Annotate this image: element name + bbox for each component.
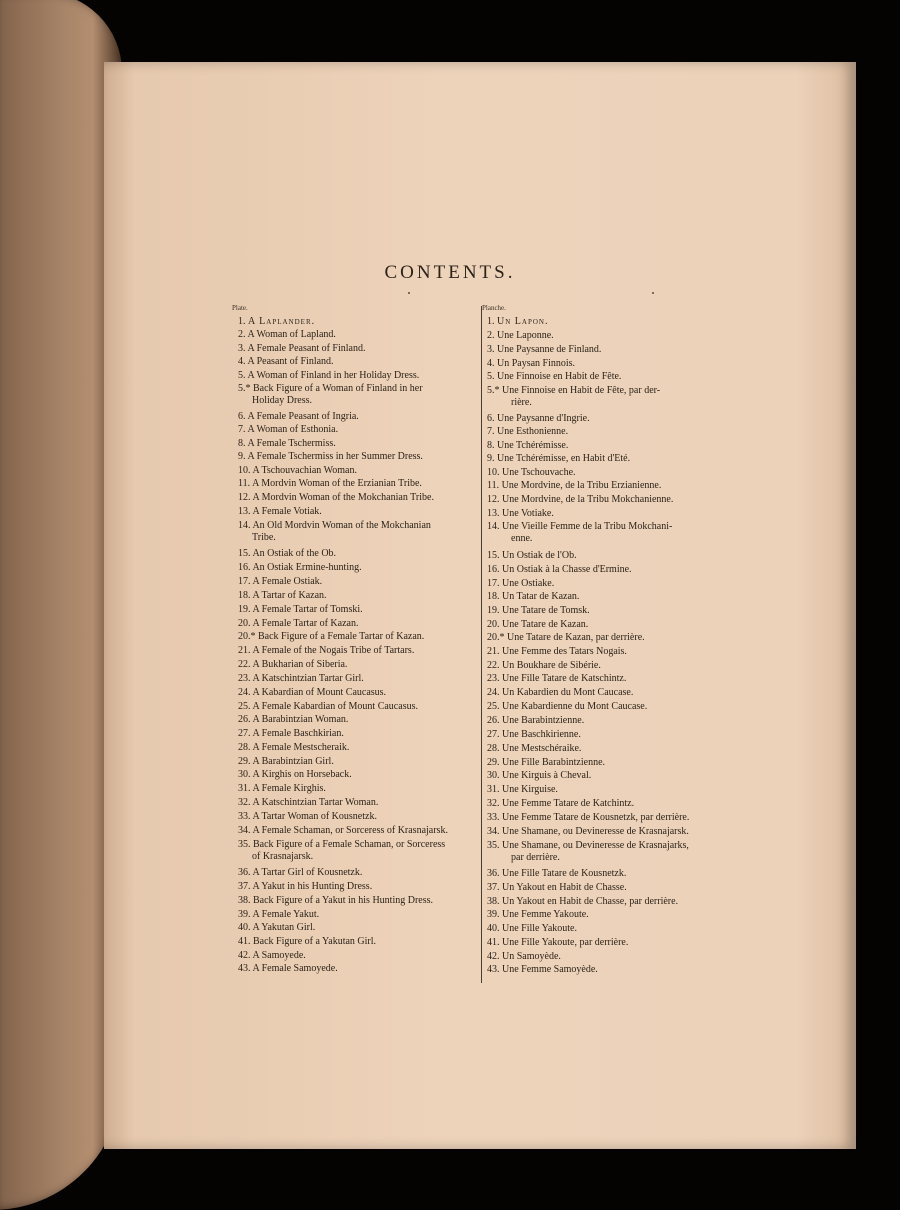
contents-entry	[238, 922, 315, 934]
plate-number: 15.	[238, 548, 251, 559]
plate-number: 21.	[238, 645, 251, 656]
contents-entry	[238, 701, 418, 713]
plate-title: A Mordvin Woman of the Mokchanian Tribe.	[252, 492, 434, 503]
contents-entry	[487, 480, 661, 492]
contents-entry	[487, 578, 554, 590]
plate-title: A Female Tschermiss in her Summer Dress.	[247, 451, 423, 462]
contents-entry	[238, 825, 448, 837]
plate-title: Une Shamane, ou Devineresse de Krasnajarks,	[502, 840, 689, 851]
plate-title: A Tartar of Kazan.	[252, 590, 327, 601]
plate-title: Une Femme Samoyède.	[502, 964, 598, 975]
plate-number: 13.	[238, 506, 251, 517]
contents-entry	[238, 881, 372, 893]
plate-number: 42.	[487, 951, 500, 962]
plate-title: A Female Peasant of Finland.	[247, 343, 366, 354]
plate-number: 18.	[487, 591, 500, 602]
plate-number: 10.	[487, 467, 500, 478]
contents-entry	[238, 548, 336, 560]
plate-number: 6.	[487, 413, 495, 424]
contents-entry	[487, 564, 632, 576]
contents-entry	[238, 411, 359, 423]
plate-title: A Samoyede.	[252, 950, 306, 961]
plate-number: 7.	[487, 426, 495, 437]
plate-title: Une Tchérémisse.	[497, 440, 569, 451]
contents-entry	[238, 895, 433, 907]
plate-number: 23.	[238, 673, 251, 684]
plate-title: Une Tchérémisse, en Habit d'Eté.	[497, 453, 631, 464]
contents-entry	[238, 383, 423, 407]
plate-number: 31.	[238, 783, 251, 794]
plate-number: 2.	[238, 329, 246, 340]
contents-entry	[238, 714, 348, 726]
plate-number: 42.	[238, 950, 251, 961]
plate-title: A Mordvin Woman of the Erzianian Tribe.	[252, 478, 422, 489]
column-divider	[481, 306, 482, 983]
contents-entry	[238, 867, 362, 879]
contents-entry	[487, 508, 554, 520]
plate-number: 32.	[487, 798, 500, 809]
contents-entry	[238, 506, 322, 518]
plate-title: A Female Tschermiss.	[247, 438, 336, 449]
plate-title: Back Figure of a Female Schaman, or Sorceress	[253, 839, 446, 850]
plate-title: Back Figure of a Female Tartar of Kazan.	[258, 631, 425, 642]
plate-number: 11.	[238, 478, 251, 489]
plate-title: A Kirghis on Horseback.	[252, 769, 352, 780]
plate-title: A Female Tartar of Kazan.	[252, 618, 359, 629]
contents-entry	[487, 440, 568, 452]
plate-number: 41.	[238, 936, 251, 947]
plate-number: 35.	[487, 840, 500, 851]
plate-number: 20.	[487, 619, 500, 630]
contents-entry	[238, 645, 414, 657]
plate-title: An Ostiak Ermine-hunting.	[252, 562, 362, 573]
contents-entry	[238, 742, 349, 754]
plate-number: 25.	[487, 701, 500, 712]
plate-title: A Female Baschkirian.	[252, 728, 344, 739]
plate-number: 17.	[238, 576, 251, 587]
plate-number: 36.	[238, 867, 251, 878]
contents-entry	[238, 492, 434, 504]
plate-number: 17.	[487, 578, 500, 589]
contents-entry	[487, 385, 660, 409]
plate-title: Une Kirguise.	[502, 784, 558, 795]
plate-title: Une Esthonienne.	[497, 426, 569, 437]
plate-title: Une Femme Yakoute.	[502, 909, 589, 920]
contents-entry	[238, 963, 338, 975]
contents-entry	[238, 329, 336, 341]
contents-entry	[487, 673, 626, 685]
plate-title: Un Paysan Finnois.	[497, 358, 576, 369]
contents-entry	[238, 797, 378, 809]
contents-entry	[487, 964, 598, 976]
plate-title: Une Mordvine, de la Tribu Mokchanienne.	[502, 494, 674, 505]
contents-entry	[487, 316, 548, 328]
plate-title: Une Fille Tatare de Kousnetzk.	[502, 868, 627, 879]
plate-number: 16.	[487, 564, 500, 575]
plate-title: Une Finnoise en Habit de Fête.	[497, 371, 622, 382]
plate-title: A Katschintzian Tartar Girl.	[252, 673, 364, 684]
plate-title: A Yakutan Girl.	[252, 922, 316, 933]
plate-number: 7.	[238, 424, 246, 435]
plate-number: 24.	[487, 687, 500, 698]
contents-entry	[238, 659, 347, 671]
paper-speck	[408, 292, 410, 294]
contents-entry	[238, 756, 334, 768]
contents-entry	[238, 370, 419, 382]
contents-entry	[238, 576, 322, 588]
contents-entry	[238, 618, 358, 630]
contents-entry	[487, 632, 645, 644]
plate-number: 24.	[238, 687, 251, 698]
contents-entry	[238, 839, 445, 863]
plate-number: 3.	[238, 343, 246, 354]
plate-title: Une Fille Yakoute, par derrière.	[502, 937, 629, 948]
contents-entry	[487, 330, 554, 342]
plate-title: A Female Ostiak.	[252, 576, 323, 587]
plate-title: Une Baschkirienne.	[502, 729, 581, 740]
plate-number: 43.	[487, 964, 500, 975]
contents-entry	[487, 413, 590, 425]
plate-title: A Bukharian of Siberia.	[252, 659, 348, 670]
plate-number: 8.	[238, 438, 246, 449]
plate-title: Un Yakout en Habit de Chasse, par derrière.	[502, 896, 679, 907]
contents-entry	[487, 619, 588, 631]
plate-number: 4.	[487, 358, 495, 369]
plate-number: 40.	[238, 922, 251, 933]
contents-entry	[238, 769, 352, 781]
plate-title: Une Tschouvache.	[502, 467, 576, 478]
plate-number: 40.	[487, 923, 500, 934]
plate-title: Back Figure of a Yakut in his Hunting Dress.	[253, 895, 433, 906]
contents-entry	[487, 467, 576, 479]
plate-number: 22.	[487, 660, 500, 671]
plate-title: Une Paysanne d'Ingrie.	[497, 413, 590, 424]
plate-title: Un Lapon.	[497, 316, 549, 327]
plate-number: 20.	[238, 618, 251, 629]
plate-number: 35.	[238, 839, 251, 850]
contents-entry	[487, 494, 673, 506]
contents-entry	[238, 316, 315, 328]
plate-title: Un Ostiak à la Chasse d'Ermine.	[502, 564, 632, 575]
plate-number: 38.	[487, 896, 500, 907]
paper-speck	[652, 292, 654, 294]
plate-number: 39.	[238, 909, 251, 920]
contents-entry	[238, 631, 424, 643]
plate-title: A Female Samoyede.	[252, 963, 338, 974]
plate-title: A Female Peasant of Ingria.	[247, 411, 359, 422]
contents-entry	[487, 687, 633, 699]
plate-title: A Tschouvachian Woman.	[252, 465, 357, 476]
plate-number: 20.*	[487, 632, 505, 643]
contents-entry	[238, 936, 376, 948]
plate-title: Un Ostiak de l'Ob.	[502, 550, 577, 561]
plate-title: A Barabintzian Woman.	[252, 714, 349, 725]
plate-number: 3.	[487, 344, 495, 355]
contents-entry	[487, 812, 689, 824]
plate-title: Une Mordvine, de la Tribu Erzianienne.	[501, 480, 662, 491]
plate-title: Une Fille Tatare de Katschintz.	[502, 673, 627, 684]
plate-title: Un Samoyède.	[502, 951, 561, 962]
plate-title: Une Ostiake.	[502, 578, 555, 589]
plate-title: Une Paysanne de Finland.	[497, 344, 602, 355]
plate-number: 22.	[238, 659, 251, 670]
contents-page	[104, 62, 856, 1149]
plate-number: 1.	[487, 316, 495, 327]
contents-entry	[238, 343, 366, 355]
plate-number: 5.	[487, 371, 495, 382]
plate-number: 43.	[238, 963, 251, 974]
plate-title: Une Tatare de Kazan, par derrière.	[507, 632, 645, 643]
plate-number: 28.	[238, 742, 251, 753]
plate-title: Une Tatare de Tomsk.	[502, 605, 590, 616]
plate-title: Une Finnoise en Habit de Fête, par der-	[502, 385, 661, 396]
contents-entry	[487, 453, 630, 465]
plate-title: A Tartar Woman of Kousnetzk.	[252, 811, 377, 822]
contents-entry	[238, 783, 326, 795]
plate-title: A Woman of Finland in her Holiday Dress.	[247, 370, 420, 381]
plate-title: Une Shamane, ou Devineresse de Krasnajarsk.	[502, 826, 689, 837]
plate-title: A Female Votiak.	[252, 506, 322, 517]
plate-title: Une Fille Yakoute.	[502, 923, 577, 934]
plate-title: Une Mestschéraike.	[502, 743, 582, 754]
contents-entry	[487, 868, 626, 880]
contents-entry	[487, 798, 634, 810]
plate-number: 2.	[487, 330, 495, 341]
plate-number: 27.	[487, 729, 500, 740]
plate-column-header: Plate.	[232, 304, 248, 312]
contents-entry	[487, 784, 558, 796]
plate-number: 8.	[487, 440, 495, 451]
plate-number: 29.	[487, 757, 500, 768]
plate-title: Une Kirguis à Cheval.	[502, 770, 592, 781]
plate-number: 33.	[487, 812, 500, 823]
plate-title: A Peasant of Finland.	[247, 356, 334, 367]
plate-title: A Female Yakut.	[252, 909, 320, 920]
plate-number: 15.	[487, 550, 500, 561]
plate-title: A Female Kabardian of Mount Caucasus.	[252, 701, 418, 712]
plate-number: 27.	[238, 728, 251, 739]
plate-title: A Kabardian of Mount Caucasus.	[252, 687, 387, 698]
plate-title: Une Vieille Femme de la Tribu Mokchani-	[502, 521, 673, 532]
plate-number: 12.	[238, 492, 251, 503]
plate-title: Un Boukhare de Sibérie.	[502, 660, 601, 671]
plate-title: Un Kabardien du Mont Caucase.	[502, 687, 634, 698]
plate-title: Une Laponne.	[497, 330, 554, 341]
contents-entry	[487, 882, 627, 894]
plate-number: 5.*	[238, 383, 251, 394]
plate-number: 9.	[238, 451, 246, 462]
plate-number: 5.*	[487, 385, 500, 396]
contents-entry	[238, 950, 306, 962]
contents-entry	[487, 344, 601, 356]
plate-title: An Old Mordvin Woman of the Mokchanian	[252, 520, 431, 531]
plate-title: Un Yakout en Habit de Chasse.	[502, 882, 627, 893]
plate-number: 26.	[487, 715, 500, 726]
contents-entry	[238, 520, 431, 544]
contents-entry	[238, 909, 319, 921]
plate-title: Back Figure of a Woman of Finland in her	[253, 383, 423, 394]
plate-title-continuation: enne.	[511, 533, 533, 544]
contents-entry	[238, 590, 327, 602]
plate-number: 30.	[487, 770, 500, 781]
contents-entry	[238, 438, 336, 450]
planche-column-header: Planche.	[482, 304, 506, 312]
contents-entry	[238, 673, 364, 685]
contents-entry	[238, 451, 423, 463]
plate-title: Un Tatar de Kazan.	[502, 591, 580, 602]
plate-title: An Ostiak of the Ob.	[252, 548, 337, 559]
contents-entry	[238, 562, 362, 574]
plate-title-continuation: of Krasnajarsk.	[252, 851, 314, 862]
plate-number: 5.	[238, 370, 246, 381]
contents-entry	[487, 757, 605, 769]
contents-entry	[238, 465, 357, 477]
plate-title: A Woman of Esthonia.	[247, 424, 339, 435]
plate-title: A Laplander.	[248, 316, 316, 327]
plate-title: A Woman of Lapland.	[247, 329, 336, 340]
plate-number: 25.	[238, 701, 251, 712]
plate-number: 32.	[238, 797, 251, 808]
contents-entry	[487, 951, 561, 963]
contents-entry	[238, 687, 386, 699]
contents-entry	[238, 478, 422, 490]
contents-entry	[487, 826, 689, 838]
plate-number: 19.	[487, 605, 500, 616]
plate-title: Une Votiake.	[502, 508, 554, 519]
contents-entry	[487, 770, 591, 782]
contents-entry	[487, 937, 628, 949]
plate-number: 28.	[487, 743, 500, 754]
contents-entry	[487, 743, 581, 755]
plate-title-continuation: Holiday Dress.	[252, 395, 312, 406]
plate-title: A Female of the Nogais Tribe of Tartars.	[252, 645, 415, 656]
plate-number: 31.	[487, 784, 500, 795]
contents-entry	[238, 811, 377, 823]
contents-entry	[487, 660, 601, 672]
plate-title: Une Femme des Tatars Nogais.	[502, 646, 627, 657]
contents-entry	[238, 356, 334, 368]
plate-number: 4.	[238, 356, 246, 367]
contents-entry	[487, 646, 627, 658]
plate-title: Une Kabardienne du Mont Caucase.	[502, 701, 648, 712]
plate-number: 34.	[238, 825, 251, 836]
plate-title: A Yakut in his Hunting Dress.	[252, 881, 373, 892]
contents-entry	[487, 701, 647, 713]
contents-entry	[487, 923, 577, 935]
plate-number: 30.	[238, 769, 251, 780]
plate-number: 6.	[238, 411, 246, 422]
contents-entry	[238, 604, 363, 616]
plate-number: 10.	[238, 465, 251, 476]
plate-number: 39.	[487, 909, 500, 920]
contents-entry	[238, 424, 338, 436]
plate-number: 1.	[238, 316, 246, 327]
plate-title: Une Tatare de Kazan.	[502, 619, 589, 630]
plate-number: 14.	[487, 521, 500, 532]
plate-title: A Female Tartar of Tomski.	[252, 604, 363, 615]
plate-title: A Barabintzian Girl.	[252, 756, 334, 767]
plate-title-continuation: Tribe.	[252, 532, 276, 543]
plate-title: Une Femme Tatare de Katchintz.	[502, 798, 635, 809]
plate-number: 37.	[487, 882, 500, 893]
contents-entry	[487, 909, 589, 921]
plate-number: 26.	[238, 714, 251, 725]
plate-number: 19.	[238, 604, 251, 615]
plate-title-continuation: rière.	[511, 397, 532, 408]
plate-number: 14.	[238, 520, 251, 531]
contents-entry	[487, 521, 672, 545]
plate-title: A Katschintzian Tartar Woman.	[252, 797, 379, 808]
plate-title: A Female Schaman, or Sorceress of Krasnajarsk.	[252, 825, 448, 836]
contents-entry	[487, 358, 575, 370]
plate-number: 37.	[238, 881, 251, 892]
plate-number: 9.	[487, 453, 495, 464]
contents-entry	[487, 371, 621, 383]
plate-number: 36.	[487, 868, 500, 879]
plate-number: 11.	[487, 480, 500, 491]
plate-title: A Tartar Girl of Kousnetzk.	[252, 867, 363, 878]
plate-title: Back Figure of a Yakutan Girl.	[253, 936, 377, 947]
plate-number: 20.*	[238, 631, 256, 642]
contents-entry	[487, 729, 581, 741]
plate-number: 33.	[238, 811, 251, 822]
contents-entry	[238, 728, 344, 740]
plate-title: Une Femme Tatare de Kousnetzk, par derrière.	[502, 812, 690, 823]
contents-entry	[487, 605, 590, 617]
plate-number: 13.	[487, 508, 500, 519]
contents-entry	[487, 550, 577, 562]
contents-entry	[487, 715, 584, 727]
plate-number: 16.	[238, 562, 251, 573]
plate-number: 12.	[487, 494, 500, 505]
contents-entry	[487, 840, 689, 864]
plate-title-continuation: par derrière.	[511, 852, 560, 863]
plate-title: Une Barabintzienne.	[502, 715, 585, 726]
plate-number: 41.	[487, 937, 500, 948]
plate-title: A Female Kirghis.	[252, 783, 326, 794]
plate-number: 38.	[238, 895, 251, 906]
contents-entry	[487, 591, 579, 603]
plate-title: A Female Mestscheraik.	[252, 742, 350, 753]
plate-number: 23.	[487, 673, 500, 684]
page-title: CONTENTS.	[384, 262, 516, 283]
contents-entry	[487, 896, 678, 908]
plate-number: 18.	[238, 590, 251, 601]
plate-title: Une Fille Barabintzienne.	[502, 757, 606, 768]
plate-number: 29.	[238, 756, 251, 767]
contents-entry	[487, 426, 568, 438]
plate-number: 34.	[487, 826, 500, 837]
plate-number: 21.	[487, 646, 500, 657]
